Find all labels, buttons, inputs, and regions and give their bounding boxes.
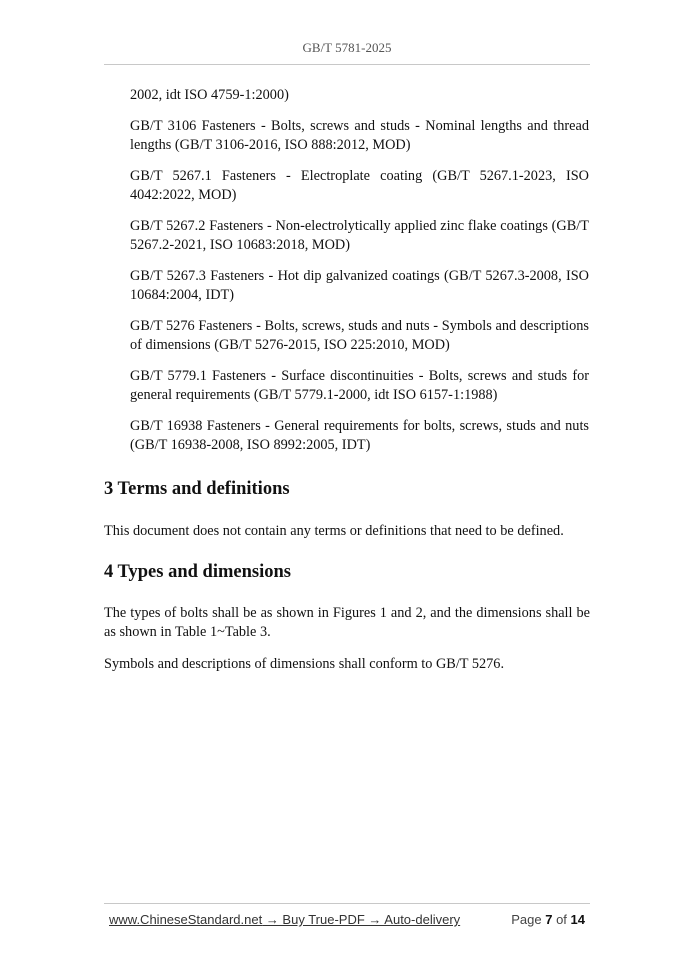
normative-references-list	[130, 86, 589, 467]
reference-item: GB/T 5267.3 Fasteners - Hot dip galvanized coatings (GB/T 5267.3-2008, ISO 10684:2004, IDT)	[130, 268, 589, 303]
section-4-heading: 4 Types and dimensions	[104, 562, 291, 582]
page-header-title: GB/T 5781-2025	[302, 40, 392, 55]
header-divider	[104, 64, 590, 65]
page-footer	[109, 912, 585, 927]
page-indicator: Page 7 of 14	[511, 912, 585, 927]
reference-item: GB/T 16938 Fasteners - General requirements for bolts, screws, studs and nuts (GB/T 16938-2008, ISO 8992:2005, IDT)	[130, 418, 589, 453]
footer-divider	[104, 903, 590, 904]
page-total: 14	[570, 912, 585, 927]
reference-item: GB/T 5276 Fasteners - Bolts, screws, studs and nuts - Symbols and descriptions of dimensions (GB/T 5276-2015, ISO 225:2010, MOD)	[130, 318, 589, 353]
reference-item: GB/T 5779.1 Fasteners - Surface discontinuities - Bolts, screws and studs for general requirements (GB/T 5779.1-2000, idt ISO 6157-1:1988)	[130, 368, 589, 403]
reference-item: GB/T 5267.1 Fasteners - Electroplate coating (GB/T 5267.1-2023, ISO 4042:2022, MOD)	[130, 168, 589, 203]
section-3-text: This document does not contain any terms or definitions that need to be defined.	[104, 523, 564, 539]
section-4-paragraph-1: The types of bolts shall be as shown in Figures 1 and 2, and the dimensions shall be as shown in Table 1~Table 3.	[104, 605, 590, 640]
reference-item: GB/T 5267.2 Fasteners - Non-electrolytically applied zinc flake coatings (GB/T 5267.2-2021, ISO 10683:2018, MOD)	[130, 218, 589, 253]
page-number: 7	[545, 912, 553, 927]
reference-item: 2002, idt ISO 4759-1:2000)	[130, 87, 289, 103]
section-3-heading: 3 Terms and definitions	[104, 479, 290, 499]
reference-item: GB/T 3106 Fasteners - Bolts, screws and studs - Nominal lengths and thread lengths (GB/T 3106-2016, ISO 888:2012, MOD)	[130, 118, 589, 153]
site-link[interactable]: www.ChineseStandard.net → Buy True-PDF → Auto-delivery	[109, 912, 461, 927]
section-4-paragraph-2: Symbols and descriptions of dimensions shall conform to GB/T 5276.	[104, 656, 505, 672]
